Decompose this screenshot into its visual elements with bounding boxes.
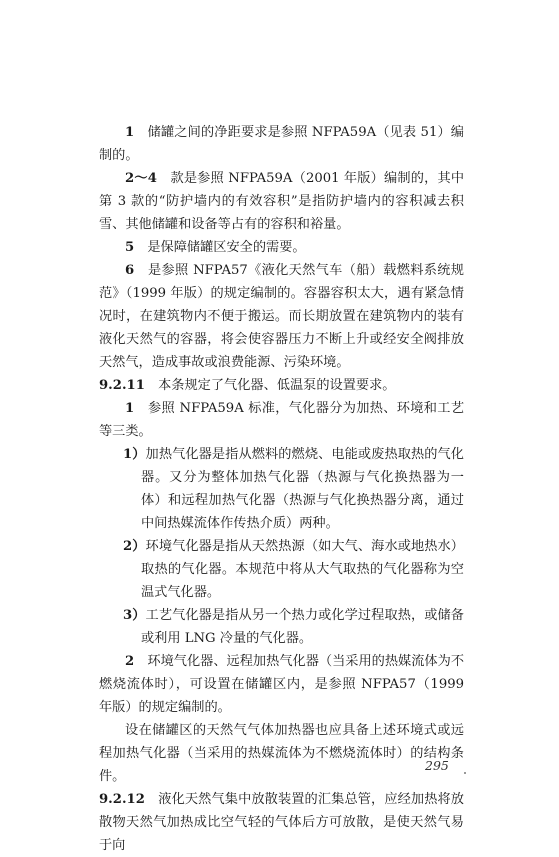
- paragraph-item-6: [99, 259, 464, 374]
- paragraph-text: 本条规定了气化器、低温泵的设置要求。: [158, 378, 396, 393]
- paragraph-text: 工艺气化器是指从另一个热力或化学过程取热，或储备或利用 LNG 冷量的气化器。: [141, 608, 464, 646]
- item-label: 1: [125, 125, 135, 140]
- paragraph-text: 款是参照 NFPA59A（2001 年版）编制的，其中第 3 款的“防护墙内的有效容积”是指防护墙内的容积减去积雪、其他储罐和设备等占有的容积和裕量。: [99, 171, 465, 232]
- clause-9-2-11: [99, 374, 464, 397]
- paragraph-item-5: [99, 236, 464, 259]
- paragraph-text: 设在储罐区的天然气气体加热器也应具备上述环境式或远程加热气化器（当采用的热媒流体为不燃烧流体时）的结构条件。: [99, 723, 464, 784]
- item-label: 3）: [123, 608, 146, 623]
- paragraph-item-1: [99, 121, 464, 167]
- page-number: 295: [425, 758, 449, 773]
- item-label: 2～4: [125, 171, 157, 186]
- sub-item-2: [99, 535, 464, 604]
- paragraph-text: 是参照 NFPA57《液化天然气车（船）载燃料系统规范》（1999 年版）的规定编制的。容器容积太大，遇有紧急情况时，在建筑物内不便于搬运。而长期放置在建筑物内的装有液化天然气的容器，将会使容器压力不断上升或经安全阀排放天然气，造成事故或浪费能源、污染环境。: [99, 263, 464, 370]
- item-label: 5: [125, 240, 135, 255]
- scan-speck: [464, 772, 466, 774]
- paragraph-text: 液化天然气集中放散装置的汇集总管，应经加热将放散物天然气加热成比空气轻的气体后方可放散，是使天然气易于向: [99, 792, 464, 853]
- sub-item-1: [99, 443, 464, 535]
- item-label: 1: [125, 401, 135, 416]
- item-label: 1）: [123, 447, 146, 462]
- item-label: 2）: [123, 539, 146, 554]
- paragraph-item-2b: [99, 650, 464, 719]
- paragraph-text: 加热气化器是指从燃料的燃烧、电能或废热取热的气化器。又分为整体加热气化器（热源与气化换热器为一体）和远程加热气化器（热源与气化换热器分离，通过中间热媒流体作传热介质）两种。: [141, 447, 464, 531]
- paragraph-text: 环境气化器、远程加热气化器（当采用的热媒流体为不燃烧流体时），可设置在储罐区内，是参照 NFPA57（1999 年版）的规定编制的。: [99, 654, 465, 715]
- paragraph-text: 是保障储罐区安全的需要。: [147, 240, 306, 255]
- document-body: [99, 121, 464, 857]
- paragraph-item-1b: [99, 397, 464, 443]
- paragraph-text: 参照 NFPA59A 标准，气化器分为加热、环境和工艺等三类。: [99, 401, 465, 439]
- paragraph-text: 环境气化器是指从天然热源（如大气、海水或地热水）取热的气化器。本规范中将从大气取热的气化器称为空温式气化器。: [141, 539, 464, 600]
- clause-number: 9.2.11: [99, 378, 145, 393]
- paragraph-text: 储罐之间的净距要求是参照 NFPA59A（见表 51）编制的。: [99, 125, 464, 163]
- clause-9-2-12: [99, 788, 464, 857]
- item-label: 6: [125, 263, 135, 278]
- paragraph-note: [99, 719, 464, 788]
- paragraph-items-2-4: [99, 167, 464, 236]
- clause-number: 9.2.12: [99, 792, 145, 807]
- sub-item-3: [99, 604, 464, 650]
- item-label: 2: [125, 654, 135, 669]
